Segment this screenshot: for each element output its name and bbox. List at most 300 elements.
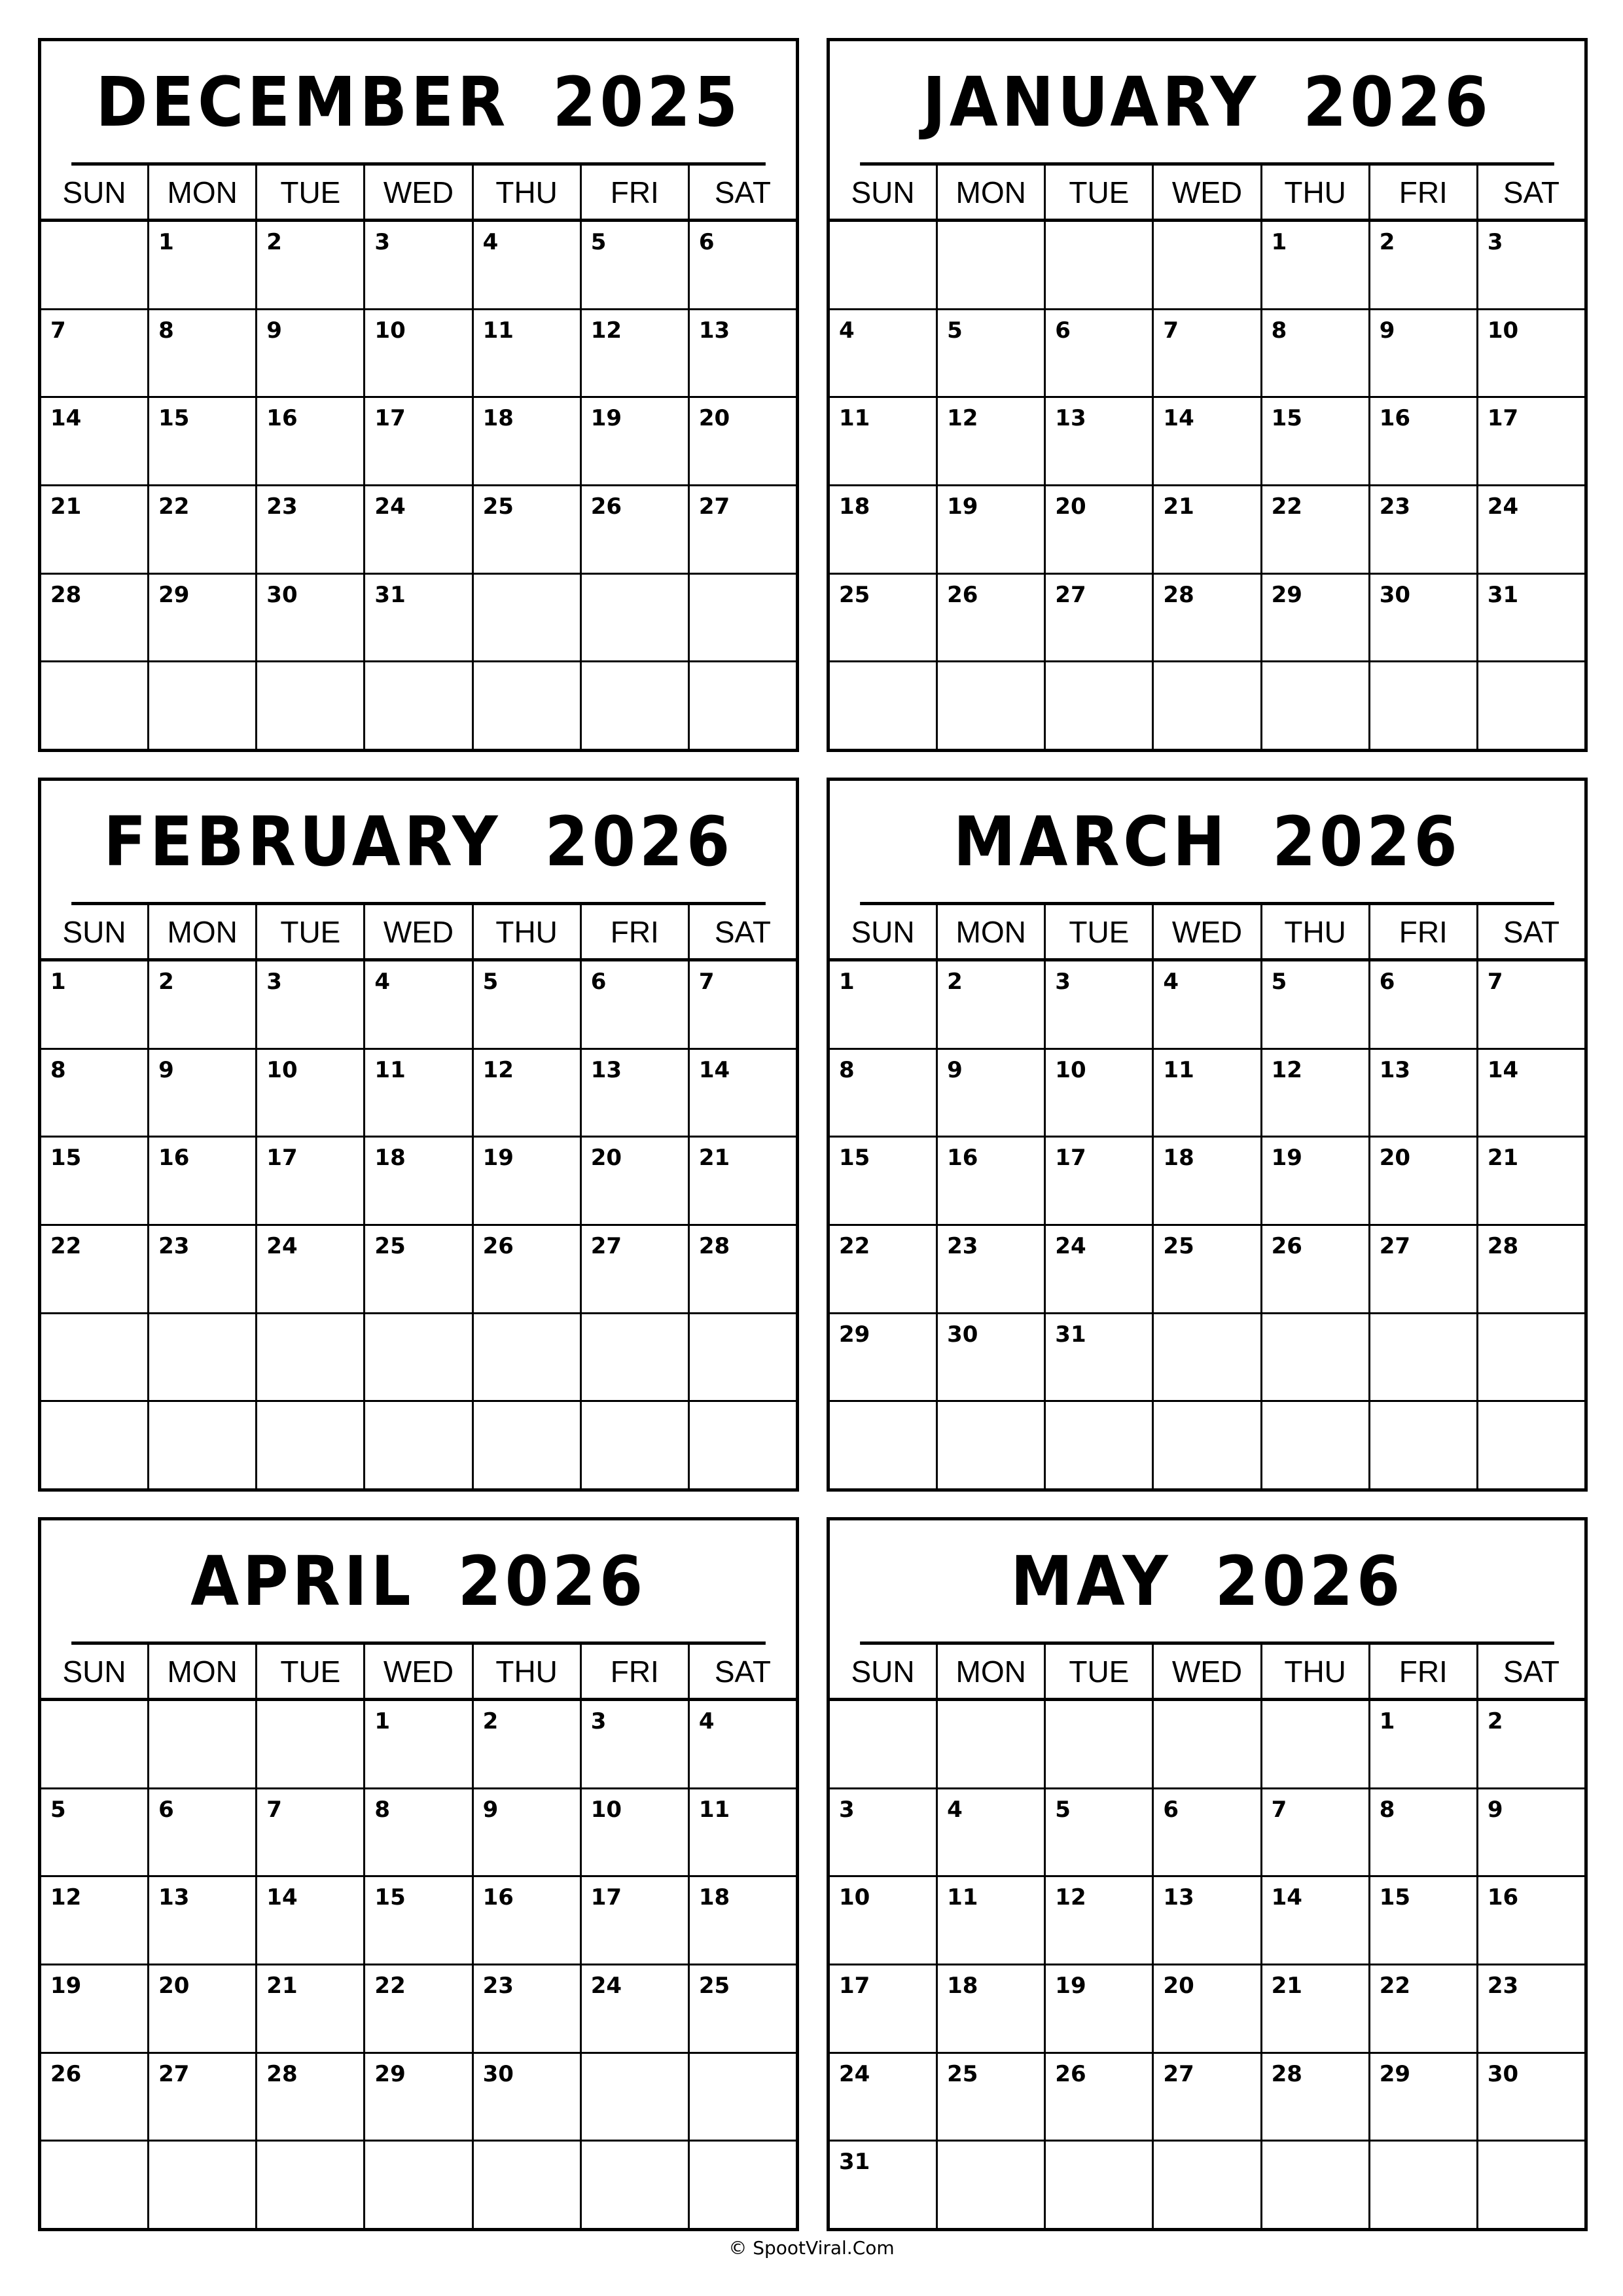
day-cell: 15 <box>149 398 257 484</box>
weekday-label: TUE <box>257 166 365 219</box>
day-cell: 31 <box>830 2142 938 2228</box>
day-cell: 15 <box>365 1877 473 1964</box>
day-cell: 19 <box>938 486 1046 573</box>
day-cell: 9 <box>1370 310 1478 397</box>
day-cell: 27 <box>1046 575 1154 661</box>
day-cell <box>257 2142 365 2228</box>
day-cell: 16 <box>257 398 365 484</box>
day-cell <box>149 662 257 749</box>
weekday-label: SUN <box>41 905 149 958</box>
day-cell: 25 <box>830 575 938 661</box>
day-cell: 28 <box>1154 575 1262 661</box>
day-cell: 15 <box>830 1138 938 1224</box>
weekday-label: THU <box>1262 166 1370 219</box>
weekday-label: MON <box>149 166 257 219</box>
week-row <box>830 575 1584 663</box>
day-cell: 18 <box>365 1138 473 1224</box>
day-cell <box>938 662 1046 749</box>
day-cell: 27 <box>582 1226 690 1312</box>
month-calendar <box>827 38 1588 752</box>
day-cell: 20 <box>1154 1965 1262 2052</box>
day-cell: 5 <box>41 1789 149 1876</box>
weekday-label: THU <box>474 166 582 219</box>
day-cell: 27 <box>1370 1226 1478 1312</box>
weekday-header-row <box>41 1645 796 1701</box>
day-cell <box>149 1314 257 1401</box>
day-cell: 26 <box>474 1226 582 1312</box>
day-cell <box>149 2142 257 2228</box>
weekday-label: SAT <box>714 1654 771 1689</box>
weekday-label: WED <box>365 166 473 219</box>
month-title: APRIL 2026 <box>71 1520 766 1645</box>
day-cell: 31 <box>1046 1314 1154 1401</box>
day-cell <box>690 2142 796 2228</box>
day-cell: 10 <box>365 310 473 397</box>
day-cell: 30 <box>474 2054 582 2140</box>
day-cell: 11 <box>830 398 938 484</box>
day-cell: 2 <box>1370 222 1478 308</box>
day-cell: 25 <box>474 486 582 573</box>
weekday-label: MON <box>149 1645 257 1698</box>
weekday-label: WED <box>1154 905 1262 958</box>
day-cell: 9 <box>149 1050 257 1136</box>
weekday-label: SAT <box>1503 914 1560 949</box>
day-cell: 22 <box>365 1965 473 2052</box>
day-cell: 7 <box>1262 1789 1370 1876</box>
day-cell <box>582 2054 690 2140</box>
day-cell <box>41 662 149 749</box>
day-cell: 19 <box>582 398 690 484</box>
day-cell <box>1370 1402 1478 1488</box>
weekday-label: THU <box>474 905 582 958</box>
weekday-label: TUE <box>1046 1645 1154 1698</box>
week-row <box>41 2142 796 2228</box>
month-calendar <box>38 778 799 1492</box>
weekday-label: WED <box>1154 166 1262 219</box>
week-row <box>41 1789 796 1878</box>
week-row <box>830 1965 1584 2054</box>
day-cell <box>257 662 365 749</box>
day-cell: 22 <box>1370 1965 1478 2052</box>
day-cell: 25 <box>938 2054 1046 2140</box>
day-cell: 31 <box>365 575 473 661</box>
day-cell: 7 <box>1487 969 1503 995</box>
day-cell <box>41 1402 149 1488</box>
day-cell: 18 <box>1154 1138 1262 1224</box>
day-cell <box>582 662 690 749</box>
day-cell: 2 <box>149 961 257 1048</box>
day-cell <box>690 1402 796 1488</box>
day-cell <box>1046 662 1154 749</box>
weekday-label: FRI <box>582 1645 690 1698</box>
day-cell: 29 <box>1370 2054 1478 2140</box>
weekday-label: MON <box>938 1645 1046 1698</box>
day-cell: 25 <box>1154 1226 1262 1312</box>
day-cell: 19 <box>474 1138 582 1224</box>
day-cell: 6 <box>149 1789 257 1876</box>
day-cell <box>938 2142 1046 2228</box>
day-cell: 13 <box>1370 1050 1478 1136</box>
day-cell: 10 <box>1487 317 1519 344</box>
day-cell: 13 <box>698 317 730 344</box>
day-cell: 17 <box>365 398 473 484</box>
day-cell: 24 <box>830 2054 938 2140</box>
day-cell: 23 <box>1487 1973 1519 2000</box>
day-cell: 5 <box>582 222 690 308</box>
day-cell: 9 <box>1487 1796 1503 1823</box>
weekday-header-row <box>830 905 1584 961</box>
weeks-grid <box>830 1701 1584 2228</box>
day-cell: 21 <box>41 486 149 573</box>
week-row <box>830 1877 1584 1965</box>
day-cell: 11 <box>1154 1050 1262 1136</box>
day-cell <box>1154 1701 1262 1787</box>
week-row <box>830 961 1584 1050</box>
day-cell: 11 <box>938 1877 1046 1964</box>
day-cell: 24 <box>1487 493 1519 520</box>
weekday-label: TUE <box>257 905 365 958</box>
day-cell: 19 <box>1262 1138 1370 1224</box>
day-cell: 30 <box>1370 575 1478 661</box>
day-cell: 13 <box>149 1877 257 1964</box>
week-row <box>830 1226 1584 1314</box>
day-cell: 17 <box>830 1965 938 2052</box>
day-cell <box>257 1314 365 1401</box>
month-title: DECEMBER 2025 <box>71 41 766 166</box>
month-calendar <box>38 38 799 752</box>
weekday-label: SUN <box>830 166 938 219</box>
day-cell <box>938 1701 1046 1787</box>
day-cell: 7 <box>698 969 715 995</box>
day-cell <box>582 575 690 661</box>
day-cell: 2 <box>1487 1708 1503 1734</box>
day-cell <box>365 1314 473 1401</box>
week-row <box>830 486 1584 575</box>
day-cell: 13 <box>1046 398 1154 484</box>
day-cell: 6 <box>1154 1789 1262 1876</box>
day-cell <box>474 1402 582 1488</box>
weeks-grid <box>41 222 796 749</box>
day-cell <box>1154 222 1262 308</box>
weekday-label: SUN <box>41 1645 149 1698</box>
day-cell <box>1478 1402 1584 1488</box>
weekday-label: WED <box>365 1645 473 1698</box>
day-cell: 30 <box>938 1314 1046 1401</box>
day-cell: 26 <box>938 575 1046 661</box>
day-cell: 17 <box>1046 1138 1154 1224</box>
day-cell: 23 <box>257 486 365 573</box>
weekday-label: SAT <box>714 175 771 209</box>
day-cell <box>1262 1701 1370 1787</box>
day-cell: 20 <box>582 1138 690 1224</box>
day-cell: 26 <box>582 486 690 573</box>
week-row <box>41 1226 796 1314</box>
day-cell: 20 <box>698 405 730 432</box>
day-cell: 24 <box>365 486 473 573</box>
week-row <box>41 486 796 575</box>
week-row <box>41 1877 796 1965</box>
week-row <box>41 961 796 1050</box>
day-cell: 8 <box>1262 310 1370 397</box>
day-cell: 10 <box>257 1050 365 1136</box>
day-cell: 6 <box>1046 310 1154 397</box>
day-cell: 19 <box>41 1965 149 2052</box>
day-cell <box>474 1314 582 1401</box>
day-cell: 26 <box>1046 2054 1154 2140</box>
day-cell: 23 <box>938 1226 1046 1312</box>
day-cell <box>474 662 582 749</box>
day-cell: 12 <box>938 398 1046 484</box>
day-cell: 23 <box>474 1965 582 2052</box>
day-cell <box>1370 1314 1478 1401</box>
day-cell: 18 <box>698 1884 730 1911</box>
day-cell <box>690 662 796 749</box>
day-cell: 20 <box>1046 486 1154 573</box>
week-row <box>41 1701 796 1789</box>
day-cell <box>1478 662 1584 749</box>
day-cell: 22 <box>1262 486 1370 573</box>
week-row <box>830 398 1584 486</box>
day-cell <box>830 1701 938 1787</box>
day-cell: 3 <box>1046 961 1154 1048</box>
weekday-label: MON <box>938 905 1046 958</box>
day-cell: 6 <box>1370 961 1478 1048</box>
weekday-label: FRI <box>582 166 690 219</box>
day-cell <box>582 2142 690 2228</box>
day-cell <box>365 2142 473 2228</box>
day-cell: 12 <box>582 310 690 397</box>
day-cell: 14 <box>698 1056 730 1083</box>
weeks-grid <box>41 1701 796 2228</box>
day-cell: 21 <box>1262 1965 1370 2052</box>
day-cell: 8 <box>41 1050 149 1136</box>
weeks-grid <box>830 222 1584 749</box>
day-cell: 5 <box>474 961 582 1048</box>
day-cell: 20 <box>1370 1138 1478 1224</box>
month-calendar <box>827 1517 1588 2231</box>
day-cell: 14 <box>1487 1056 1519 1083</box>
week-row <box>830 1314 1584 1403</box>
day-cell <box>149 1701 257 1787</box>
day-cell: 15 <box>1262 398 1370 484</box>
week-row <box>41 662 796 749</box>
day-cell: 4 <box>830 310 938 397</box>
week-row <box>41 1050 796 1138</box>
day-cell: 22 <box>830 1226 938 1312</box>
month-title: MARCH 2026 <box>860 781 1554 905</box>
day-cell: 10 <box>1046 1050 1154 1136</box>
week-row <box>830 1050 1584 1138</box>
weekday-label: FRI <box>582 905 690 958</box>
day-cell <box>938 1402 1046 1488</box>
day-cell: 18 <box>830 486 938 573</box>
day-cell: 26 <box>1262 1226 1370 1312</box>
week-row <box>41 1965 796 2054</box>
week-row <box>41 2054 796 2142</box>
week-row <box>41 398 796 486</box>
weekday-label: TUE <box>1046 166 1154 219</box>
day-cell: 16 <box>938 1138 1046 1224</box>
day-cell: 23 <box>1370 486 1478 573</box>
day-cell: 4 <box>1154 961 1262 1048</box>
weekday-label: THU <box>1262 905 1370 958</box>
day-cell: 8 <box>149 310 257 397</box>
day-cell: 18 <box>474 398 582 484</box>
day-cell: 22 <box>41 1226 149 1312</box>
day-cell <box>41 222 149 308</box>
day-cell <box>1154 662 1262 749</box>
day-cell <box>1262 1314 1370 1401</box>
day-cell: 16 <box>1487 1884 1519 1911</box>
day-cell: 7 <box>1154 310 1262 397</box>
day-cell: 24 <box>1046 1226 1154 1312</box>
day-cell <box>938 222 1046 308</box>
day-cell: 4 <box>698 1708 715 1734</box>
day-cell: 1 <box>830 961 938 1048</box>
day-cell: 9 <box>938 1050 1046 1136</box>
month-title: FEBRUARY 2026 <box>71 781 766 905</box>
day-cell <box>474 575 582 661</box>
day-cell: 20 <box>149 1965 257 2052</box>
day-cell: 3 <box>830 1789 938 1876</box>
day-cell: 25 <box>698 1973 730 2000</box>
day-cell: 5 <box>938 310 1046 397</box>
day-cell: 31 <box>1487 581 1519 608</box>
weekday-label: SAT <box>714 914 771 949</box>
day-cell <box>690 1314 796 1401</box>
weekday-label: TUE <box>257 1645 365 1698</box>
weekday-label: MON <box>149 905 257 958</box>
day-cell: 12 <box>1262 1050 1370 1136</box>
day-cell <box>41 2142 149 2228</box>
day-cell <box>1154 1314 1262 1401</box>
day-cell: 27 <box>149 2054 257 2140</box>
day-cell: 29 <box>365 2054 473 2140</box>
day-cell: 1 <box>365 1701 473 1787</box>
weekday-label: WED <box>1154 1645 1262 1698</box>
day-cell: 14 <box>1154 398 1262 484</box>
day-cell: 3 <box>257 961 365 1048</box>
day-cell <box>1478 1314 1584 1401</box>
day-cell: 21 <box>698 1145 730 1172</box>
week-row <box>41 310 796 399</box>
day-cell: 17 <box>1487 405 1519 432</box>
day-cell: 17 <box>582 1877 690 1964</box>
day-cell: 2 <box>938 961 1046 1048</box>
week-row <box>41 1138 796 1226</box>
day-cell: 28 <box>257 2054 365 2140</box>
day-cell <box>1478 2142 1584 2228</box>
weekday-label: FRI <box>1370 1645 1478 1698</box>
day-cell: 3 <box>1487 229 1503 255</box>
day-cell <box>149 1402 257 1488</box>
day-cell: 12 <box>41 1877 149 1964</box>
day-cell: 27 <box>698 493 730 520</box>
day-cell: 14 <box>1262 1877 1370 1964</box>
day-cell <box>41 1314 149 1401</box>
weekday-label: FRI <box>1370 905 1478 958</box>
day-cell: 9 <box>257 310 365 397</box>
day-cell <box>1046 222 1154 308</box>
month-title: MAY 2026 <box>860 1520 1554 1645</box>
weekday-header-row <box>41 905 796 961</box>
day-cell: 30 <box>257 575 365 661</box>
day-cell: 6 <box>582 961 690 1048</box>
day-cell <box>830 222 938 308</box>
weekday-label: MON <box>938 166 1046 219</box>
day-cell <box>830 1402 938 1488</box>
day-cell: 17 <box>257 1138 365 1224</box>
day-cell: 5 <box>1046 1789 1154 1876</box>
day-cell: 4 <box>938 1789 1046 1876</box>
week-row <box>830 1138 1584 1226</box>
day-cell <box>1262 2142 1370 2228</box>
day-cell: 27 <box>1154 2054 1262 2140</box>
day-cell: 29 <box>830 1314 938 1401</box>
week-row <box>41 575 796 663</box>
day-cell: 28 <box>41 575 149 661</box>
day-cell: 14 <box>257 1877 365 1964</box>
day-cell: 28 <box>1262 2054 1370 2140</box>
weekday-label: SUN <box>41 166 149 219</box>
day-cell <box>1370 662 1478 749</box>
day-cell <box>830 662 938 749</box>
day-cell: 8 <box>365 1789 473 1876</box>
day-cell: 7 <box>257 1789 365 1876</box>
day-cell: 28 <box>698 1233 730 1260</box>
day-cell <box>1262 1402 1370 1488</box>
day-cell: 4 <box>365 961 473 1048</box>
week-row <box>830 2142 1584 2228</box>
week-row <box>41 1314 796 1403</box>
weekday-header-row <box>830 166 1584 222</box>
day-cell: 1 <box>149 222 257 308</box>
day-cell: 2 <box>474 1701 582 1787</box>
month-title: JANUARY 2026 <box>860 41 1554 166</box>
week-row <box>830 662 1584 749</box>
day-cell: 2 <box>257 222 365 308</box>
day-cell: 21 <box>1487 1145 1519 1172</box>
day-cell: 19 <box>1046 1965 1154 2052</box>
day-cell: 4 <box>474 222 582 308</box>
day-cell: 8 <box>830 1050 938 1136</box>
day-cell: 21 <box>1154 486 1262 573</box>
weekday-label: FRI <box>1370 166 1478 219</box>
day-cell: 25 <box>365 1226 473 1312</box>
day-cell <box>257 1701 365 1787</box>
day-cell <box>1154 2142 1262 2228</box>
week-row <box>830 2054 1584 2142</box>
day-cell: 5 <box>1262 961 1370 1048</box>
day-cell: 10 <box>582 1789 690 1876</box>
weekday-label: WED <box>365 905 473 958</box>
weekday-header-row <box>41 166 796 222</box>
day-cell <box>582 1314 690 1401</box>
weekday-label: SAT <box>1503 175 1560 209</box>
day-cell <box>1046 1701 1154 1787</box>
day-cell: 12 <box>1046 1877 1154 1964</box>
weeks-grid <box>830 961 1584 1488</box>
month-calendar <box>38 1517 799 2231</box>
week-row <box>830 1402 1584 1488</box>
day-cell <box>1046 1402 1154 1488</box>
day-cell <box>1262 662 1370 749</box>
day-cell: 10 <box>830 1877 938 1964</box>
weekday-label: SAT <box>1503 1654 1560 1689</box>
day-cell: 21 <box>257 1965 365 2052</box>
day-cell: 3 <box>365 222 473 308</box>
day-cell: 13 <box>1154 1877 1262 1964</box>
